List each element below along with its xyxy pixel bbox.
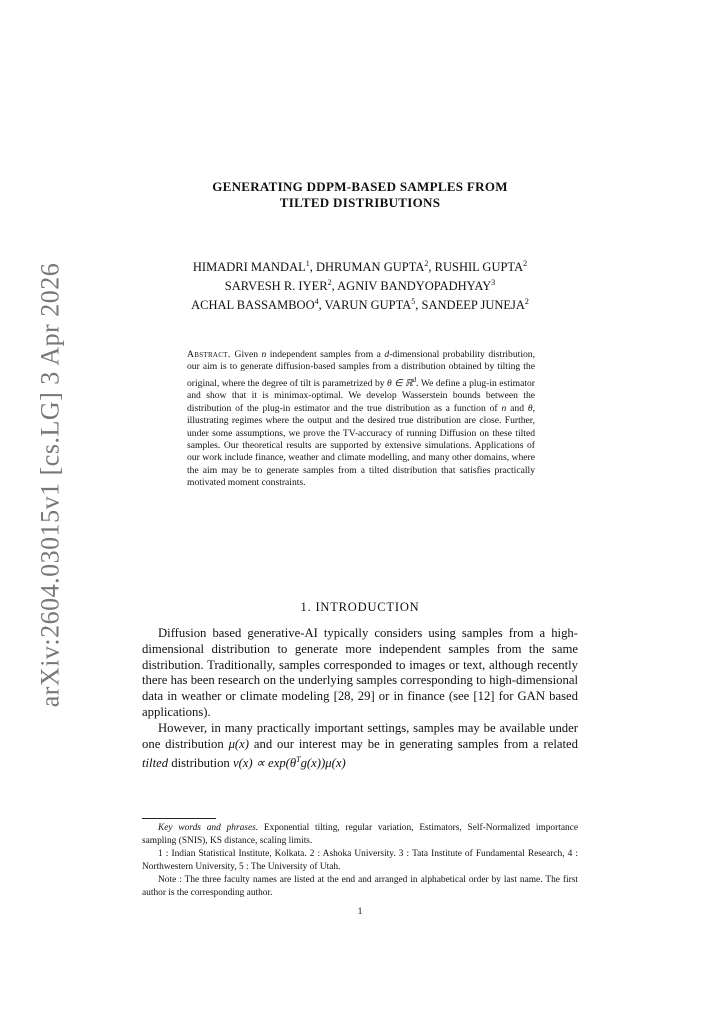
math-variable: d [384, 349, 390, 360]
author-affiliation-mark: 4 [314, 297, 319, 307]
keywords-label: Key words and phrases. [158, 823, 259, 833]
math-superscript: d [412, 375, 417, 384]
paragraph: Diffusion based generative-AI typically considers using samples from a high-dimensional distribution to generate more independent samples from the same distribution. Traditionally, samples corresponded to images or text, although recently there has been research on the underlying samples corresponding to high-dimensional data in weather or climate modeling [28, 29] or in finance (see [12] for GAN based applications). [142, 626, 578, 719]
author-line: SARVESH R. IYER$^2$, AGNIV BANDYOPADHYAY$^3$ [224, 278, 496, 294]
author-affiliation-mark: 2 [424, 259, 429, 268]
abstract-text: . We define a plug-in estimator and show that it is minimax-optimal. We develop Wasserstein bounds between the distribution of the plug-in estimator and the true distribution as a function of [187, 378, 536, 414]
author-name: SANDEEP JUNEJA [421, 298, 525, 313]
math-expression: μ(x) [228, 736, 250, 751]
footnote-divider [142, 818, 216, 819]
author-name: VARUN GUPTA [324, 298, 412, 313]
author-list [130, 256, 590, 313]
math-expression: g(x))μ(x) [300, 756, 346, 771]
author-name: HIMADRI MANDAL [192, 260, 306, 275]
author-line: HIMADRI MANDAL$^1$, DHRUMAN GUPTA$^2$, RUSHIL GUPTA$^2$ [192, 259, 528, 275]
body-text [142, 626, 578, 772]
footnotes [142, 822, 578, 900]
abstract [187, 349, 535, 490]
arxiv-identifier-margin [30, 262, 70, 708]
section-heading [140, 600, 580, 615]
math-variable: θ ∈ ℝ [387, 378, 413, 389]
author-name: RUSHIL GUPTA [434, 260, 524, 275]
abstract-text: -dimensional probability distribution, our aim is to generate diffusion-based samples from a distribution obtained by tilting the original, where the degree of tilt is parametrized by [187, 349, 535, 389]
keywords-text: Exponential tilting, regular variation, Estimators, Self-Normalized importance sampling (SNIS), KS distance, scaling limits. [142, 823, 578, 846]
abstract-label: Abstract. [187, 349, 231, 360]
author-affiliation-mark: 2 [523, 259, 528, 268]
author-name: DHRUMAN GUPTA [315, 260, 425, 275]
footnote-keywords [142, 822, 578, 848]
author-name: AGNIV BANDYOPADHYAY [337, 279, 492, 294]
author-name: ACHAL BASSAMBOO [191, 298, 315, 313]
arxiv-identifier: arXiv:2604.03015v1 [cs.LG] 3 Apr 2026 [35, 262, 64, 708]
author-affiliation-mark: 2 [327, 278, 332, 288]
abstract-text: and [506, 402, 528, 414]
emphasis: tilted [142, 756, 169, 771]
author-affiliation-mark: 5 [411, 297, 416, 307]
math-superscript: T [296, 755, 301, 765]
paragraph [142, 721, 578, 773]
math-variable: θ [527, 402, 533, 414]
paragraph-text: and our interest may be in generating samples from a related [249, 736, 578, 751]
title-line: TILTED DISTRIBUTIONS [279, 195, 441, 210]
page-number: 1 [357, 906, 363, 917]
abstract-text: , illustrating regimes where the output and the desired true distribution are close. Further, under some assumptions, we prove the TV-accuracy of running Diffusion on these tilted samples. Our theoretical results are supported by extensive simulations. Applications of our work include finance, weather and climate modelling, and many other domains, where the aim may be to generate samples from a tilted distribution that satisfies practically motivated moment constraints. [187, 402, 535, 489]
abstract-text: independent samples from a [266, 349, 385, 360]
math-variable: n [501, 402, 507, 414]
paper-title [150, 179, 570, 211]
author-name: SARVESH R. IYER [224, 279, 328, 294]
author-affiliation-mark: 1 [305, 259, 310, 268]
abstract-text: Given [234, 349, 262, 360]
footnote-affiliations: 1 : Indian Statistical Institute, Kolkata. 2 : Ashoka University. 3 : Tata Institute of Fundamental Research, 4 : Northwestern University, 5 : The University of Utah. [142, 849, 578, 872]
author-affiliation-mark: 2 [524, 297, 529, 307]
author-affiliation-mark: 3 [491, 278, 496, 288]
section-title: INTRODUCTION [315, 600, 420, 614]
math-expression: ν(x) ∝ exp(θ [232, 756, 297, 771]
paragraph-text: distribution [168, 756, 233, 771]
title-line: GENERATING DDPM-BASED SAMPLES FROM [212, 179, 508, 194]
author-line: ACHAL BASSAMBOO$^4$, VARUN GUPTA$^5$, SANDEEP JUNEJA$^2$ [191, 297, 529, 313]
section-number: 1. [300, 600, 312, 614]
footnote-note: Note : The three faculty names are listed at the end and arranged in alphabetical order by last name. The first author is the corresponding author. [142, 875, 578, 898]
paragraph-text: However, in many practically important settings, samples may be available under one distribution [142, 720, 578, 751]
math-variable: n [261, 349, 267, 360]
